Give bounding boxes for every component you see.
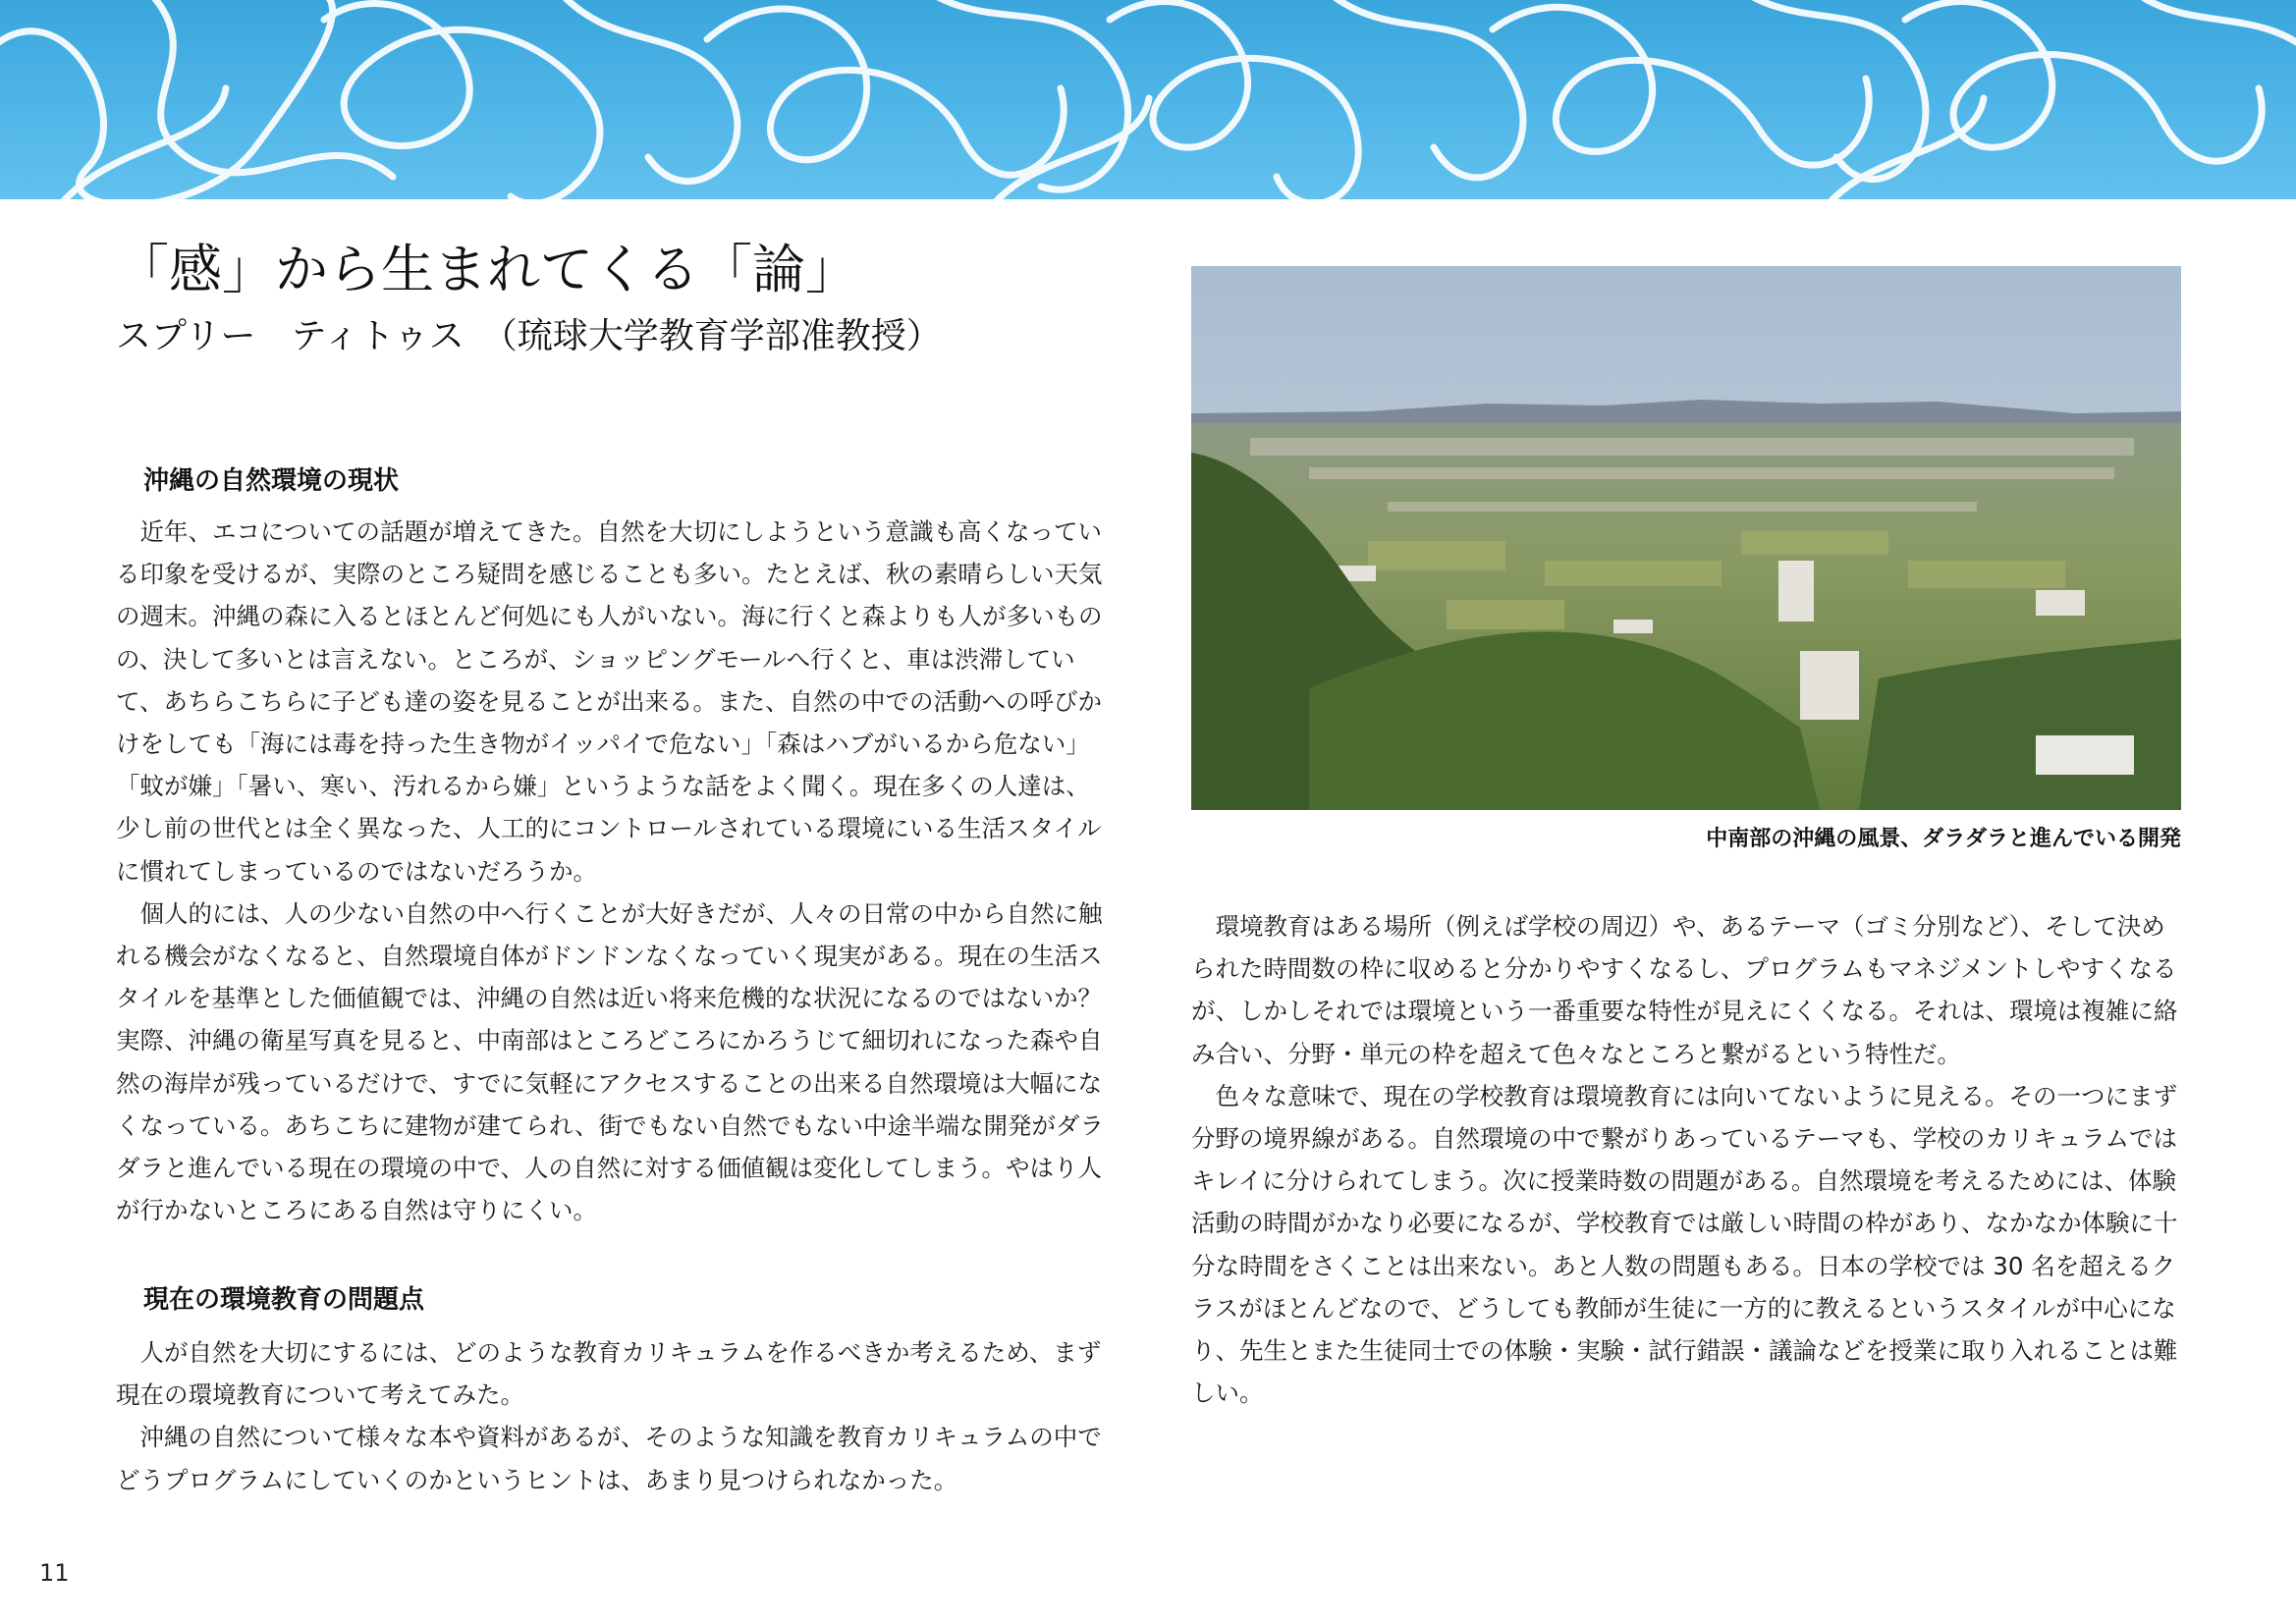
- paragraph: 個人的には、人の少ない自然の中へ行くことが大好きだが、人々の日常の中から自然に触れる機会がなくなると、自然環境自体がドンドンなくなっていく現実がある。現在の生活スタイルを基準とした価値観では、沖縄の自然は近い将来危機的な状況になるのではないか？実際、沖縄の衛星写真を見ると、中南部はところどころにかろうじて細切れになった森や自然の海岸が残っているだけで、すでに気軽にアクセスすることの出来る自然環境は大幅になくなっている。あちこちに建物が建てられ、街でもない自然でもない中途半端な開発がダラダラと進んでいる現在の環境の中で、人の自然に対する価値観は変化してしまう。やはり人が行かないところにある自然は守りにくい。: [116, 898, 1104, 1225]
- section-heading: 現在の環境教育の問題点: [143, 1285, 425, 1315]
- paragraph: 環境教育はある場所（例えば学校の周辺）や、あるテーマ（ゴミ分別など）、そして決められた時間数の枠に収めると分かりやすくなるし、プログラムもマネジメントしやすくなるが、しかしそれでは環境という一番重要な特性が見えにくくなる。それは、環境は複雑に絡み合い、分野・単元の枠を超えて色々なところと繋がるという特性だ。: [1191, 912, 2178, 1068]
- swirl-pattern: [0, 0, 2296, 199]
- photo-caption: 中南部の沖縄の風景、ダラダラと進んでいる開発: [1706, 827, 2181, 851]
- section-body: [116, 1331, 1108, 1501]
- author-line: スプリー ティトゥス （琉球大学教育学部准教授）: [116, 316, 942, 356]
- right-column-body: [1191, 905, 2183, 1414]
- article-title: 「感」から生まれてくる「論」: [116, 239, 858, 300]
- page-number: 11: [39, 1559, 70, 1587]
- paragraph: 人が自然を大切にするには、どのような教育カリキュラムを作るべきか考えるため、まず現在の環境教育について考えてみた。: [116, 1338, 1102, 1410]
- section-heading: 沖縄の自然環境の現状: [143, 466, 400, 496]
- decorative-banner: [0, 0, 2296, 199]
- landscape-photo: [1191, 266, 2181, 810]
- paragraph: 沖縄の自然について様々な本や資料があるが、そのような知識を教育カリキュラムの中でどうプログラムにしていくのかというヒントは、あまり見つけられなかった。: [116, 1423, 1102, 1494]
- paragraph: 色々な意味で、現在の学校教育は環境教育には向いてないように見える。その一つにまず分野の境界線がある。自然環境の中で繋がりあっているテーマも、学校のカリキュラムではキレイに分けられてしまう。次に授業時数の問題がある。自然環境を考えるためには、体験活動の時間がかなり必要になるが、学校教育では厳しい時間の枠があり、なかなか体験に十分な時間をさくことは出来ない。あと人数の問題もある。日本の学校では 30 名を超えるクラスがほとんどなので、どうしても教師が生徒に一方的に教えるというスタイルが中心になり、先生とまた生徒同士での体験・実験・試行錯誤・議論などを授業に取り入れることは難しい。: [1191, 1081, 2178, 1408]
- paragraph: 近年、エコについての話題が増えてきた。自然を大切にしようという意識も高くなっている印象を受けるが、実際のところ疑問を感じることも多い。たとえば、秋の素晴らしい天気の週末。沖縄の森に入るとほとんど何処にも人がいない。海に行くと森よりも人が多いものの、決して多いとは言えない。ところが、ショッピングモールへ行くと、車は渋滞していて、あちらこちらに子ども達の姿を見ることが出来る。また、自然の中での活動への呼びかけをしても「海には毒を持った生き物がイッパイで危ない」「森はハブがいるから危ない」「蚊が嫌」「暑い、寒い、汚れるから嫌」というような話をよく聞く。現在多くの人達は、少し前の世代とは全く異なった、人工的にコントロールされている環境にいる生活スタイルに慣れてしまっているのではないだろうか。: [116, 517, 1103, 886]
- landscape-illustration: [1191, 266, 2181, 810]
- section-body: [116, 511, 1108, 1231]
